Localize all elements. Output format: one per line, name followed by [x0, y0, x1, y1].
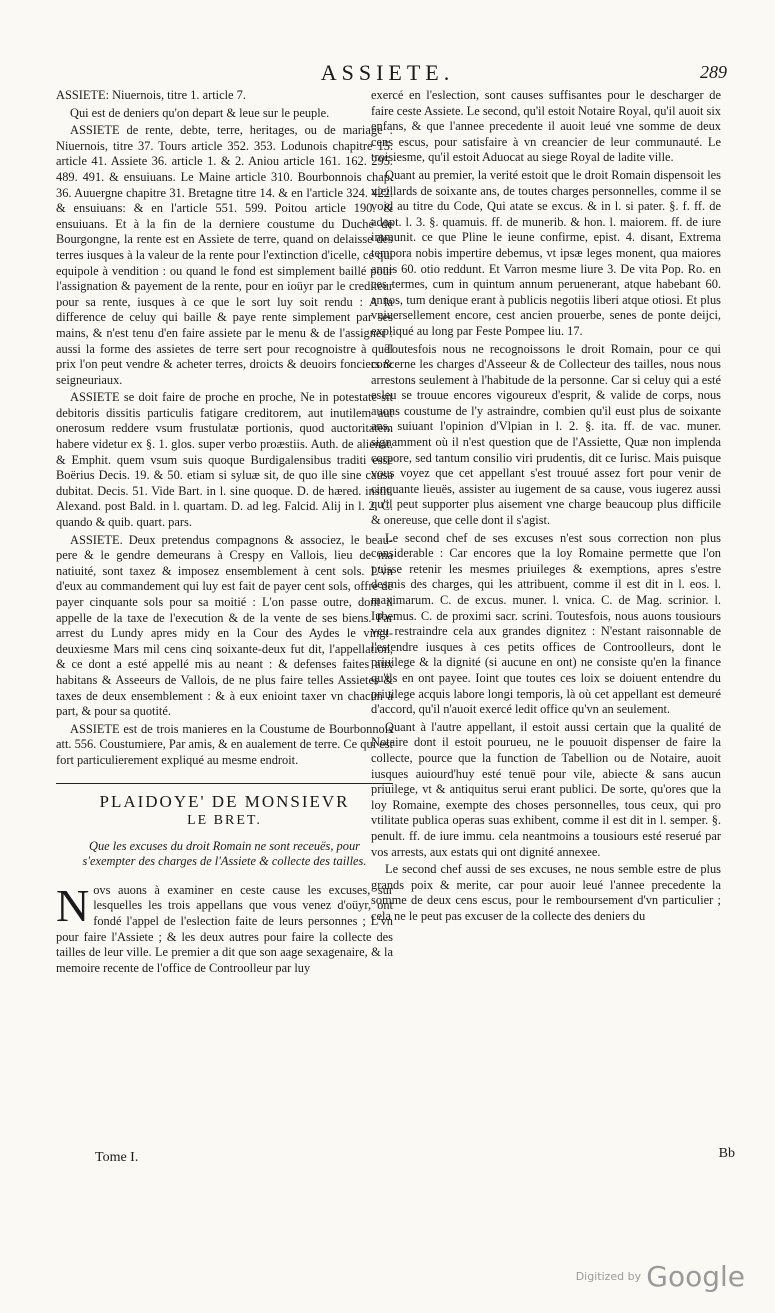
body-paragraph: Quant à l'autre appellant, il estoit aussi certain que la qualité de Notaire dont il estoit pourueu, ne le pouuoit dispenser de faire la collecte, pource que la function de Tabellion ou de Notaire, auoit iusques auiourd'huy esté tenuë pour vile, abiecte & sans aucun priuilege, vt & antiquitus serui erant publici. De sorte, qu'ores que la loy Romaine, exempte des choses personnelles, tous ceux, qui pro vtilitate publica operas suas exhibent, comme il est dit in l. semper. §. penult. ff. de iure immu. cela neantmoins a tousiours esté reserué par vos arrests, aux estats qui ont dignité annexee. [371, 719, 721, 859]
section-subtitle: LE BRET. [187, 813, 262, 829]
drop-cap: N [56, 879, 90, 931]
watermark-prefix: Digitized by [575, 1270, 642, 1283]
google-logo: Google [646, 1260, 745, 1293]
body-paragraph: Le second chef aussi de ses excuses, ne nous semble estre de plus grands poix & merite, car pour auoir leué l'annee precedente la somme de deux cens escus, pour le remboursement d'vn particulier ; cela ne le peut pas excuser de la collecte des deniers du [371, 862, 721, 923]
body-paragraph: Toutesfois nous ne recognoissons le droit Romain, pour ce qui concerne les charges d'Asseeur & de Collecteur des tailles, nous nous arrestons seulement à l'habitude de la personne. Car si celuy qui a esté esleu se trouue encores vigoureux d'esprit, & valide de corps, nous auons coustume de l'y astraindre, combien qu'il eust plus de soixante ans, suiuant l'opinion d'Vlpian in l. 2. §. ita. ff. de vac. muner. signamment où il n'est question que de l'Assiette, Quæ non implenda corpore, sed tantum consilio viri prudentis, dit ce Iurisc. Mais puisque vous voyez que cet appellant s'est trouué assez fort pour venir de cinquante lieuës, assister au iugement de sa cause, vous iugerez aussi qu'il peut supporter plus aisement vne charge beaucoup plus difficile & onereuse, que celle dont il s'agist. [371, 341, 721, 528]
body-paragraph: Le second chef de ses excuses n'est sous correction non plus considerable : Car encores que la loy Romaine permette que l'on puisse retenir les mesmes priuileges & exemptions, apres s'estre desmis des charges, qui les attribuent, comme il est dit in l. eos. l. maximarum. C. de excus. muner. l. vnica. C. de Mag. scrinior. l. Iubemus. C. de proximi sacr. scrini. Toutesfois, nous auons tousiours veu restraindre cela aux grandes dignitez : N'estant raisonnable de l'estendre iusques à ces petits offices de Controolleurs, dont le priuilege & la dignité (si aucune en ont) ne consiste qu'en la finance qu'ils en ont payee. Ioint que toutes ces loix se doiuent entendre du priuilege acquis labore longi temporis, là où cet appellant est demeuré d'accord, qu'il n'auoit exercé ledit office qu'vn an seulement. [371, 530, 721, 717]
body-paragraph: exercé en l'eslection, sont causes suffisantes pour le descharger de faire ceste Assiete. Le second, qu'il estoit Notaire Royal, qu'il auoit six enfans, & que l'annee precedente il auoit leué vne somme de deux cens escus, pour satisfaire à vn creancier de leur communauté. Le troisiesme, qu'il estoit Aduocat au siege Royal de ladite ville. [371, 88, 721, 165]
entry-paragraph: ASSIETE: Niuernois, titre 1. article 7. [56, 88, 246, 102]
page-number: 289 [700, 62, 727, 82]
entry-paragraph: ASSIETE est de trois manieres en la Coustume de Bourbonnois att. 556. Coustumiere, Par amis, & en aualement de terre. Ce qui est fort particulierement expliqué au mesme endroit. [56, 721, 393, 767]
section-caption: Que les excuses du droit Romain ne sont receuës, pour s'exempter des charges de l'Assiete & collecte des tailles. [82, 838, 367, 868]
entry-paragraph: ASSIETE. Deux pretendus compagnons & associez, le beau-pere & le gendre demeurans à Crespy en Vallois, lieu de ma natiuité, sont taxez & imposez ensemblement à cent sols. L'vn d'eux au commandement qui luy est fait de payer cent sols, offre de payer cinquante sols pour sa moitié : L'on passe outre, dont il appelle de la taxe de l'execution & de la vente de ses biens. Par arrest du Lundy apres midy en la Cour des Aydes le vingt-deuxiesme Mars mil cens cinq soixante-deux fut dit, l'appellation, & ce dont a esté appellé mis au neant : & defenses faites aux habitans & Asseeurs de Vallois, de ne plus faire telles Assietes & taxes de deux ensemblement : & à eux enioint taxer vn chacun à part, & pour sa quotité. [56, 532, 393, 719]
entry-paragraph: Qui est de deniers qu'on depart & leue sur le peuple. [70, 105, 330, 120]
body-paragraph: Quant au premier, la verité estoit que le droit Romain dispensoit les vieillards de soixante ans, de toutes charges personnelles, comme il se void au titre du Code, Qui atate se excus. & in l. si pater. §. f. ff. de adopt. l. 3. §. quamuis. ff. de munerib. & hon. l. maiorem. ff. de iure immunit. ce que Pline le ieune confirme, epist. 4. disant, Extrema tempora nobis impertire debemus, vt ipsæ leges monent, qua maiores annis 60. otio reddunt. Et Varron mesme liure 3. De vita Pop. Ro. en ces termes, cum in quintum annum peruenerant, atque habebant 60. annos, tum denique erant à publicis negotiis liberi atque otiosi. Et plus vniuersellement encore, cest ancien prouerbe, senes de ponte deijci, expliqué au long par Feste Pompee liu. 17. [371, 167, 721, 338]
section-title: PLAIDOYE' DE MONSIEVR [99, 791, 350, 811]
section-rule [56, 783, 393, 784]
opening-text: ovs auons à examiner en ceste cause les excuses, sur lesquelles les trois appellans que vous venez d'oüyr, ont fondé l'appel de l'eslection faite de leurs personnes ; L'vn pour faire l'Assiete ; & les deux autres pour faire la collecte des tailles de leur ville. Le premier a dit que son aage sexagenaire, & la memoire recente de l'office de Controolleur par luy [56, 882, 393, 975]
digitized-watermark [576, 1260, 745, 1293]
signature-mark: Bb [718, 1146, 735, 1161]
left-column [56, 88, 393, 978]
tome-label: Tome I. [95, 1150, 139, 1165]
page-header [40, 60, 735, 88]
entry-paragraph: ASSIETE de rente, debte, terre, heritages, ou de mariage : Niuernois, titre 37. Tours article 352. 353. Lodunois chapitre 15. article 41. Assiete 36. article 1. & 2. Aniou article 161. 162. 295. 489. 491. & ensuiuans. Le Maine article 310. Bourbonnois chap. 36. Auuergne chapitre 31. Bretagne titre 14. & en l'article 324. 422. & ensuiuans: & en l'article 551. 599. Poitou article 190. & ensuiuans. Et à la fin de la derniere coustume du Duché de Bourgongne, la rente est en Assiete de terre, quand on delaisse des terres iusques à la valeur de la rente pour l'extinction d'icelle, ce qui equipole à vendition : ou quand le fond est simplement baillé pour l'assignation & payement de la rente, pour en ioüyr par le crediteur pour sa rente, iusques à ce que le sort luy soit rendu : A la difference de celuy qui baille & paye rente simplement par ses mains, & n'est tenu d'en faire assiete par le menu & de l'assigner : aussi la forme des assietes de terre sert pour recognoistre à quel prix l'on peut vendre & acheter terres, droicts & deuoirs fonciers & seigneuriaux. [56, 123, 393, 387]
right-column [371, 88, 721, 926]
entry-paragraph: ASSIETE se doit faire de proche en proche, Ne in potestate sit debitoris dissitis particulis fatigare creditorem, aut inutilem aut onerosum reddere vsum frustulatæ portionis, quod auctoritatem habere videtur ex §. 1. glos. super verbo proæstiis. Auth. de alienat. & Emphit. quem vsum suis quoque Burdigalensibus traditi esse Boërius Decis. 19. & 50. etiam si syluæ sit, de quo ille sine causa dubitat. Decis. 51. Vide Bart. in l. sine quoque. D. de hæred. instit. Alexand. post Bald. in l. quartam. D. ad leg. Falcid. Alij in l. 2. C. quando & quib. quart. pars. [56, 390, 393, 530]
running-title: ASSIETE. [320, 60, 455, 85]
opening-paragraph [56, 879, 393, 977]
